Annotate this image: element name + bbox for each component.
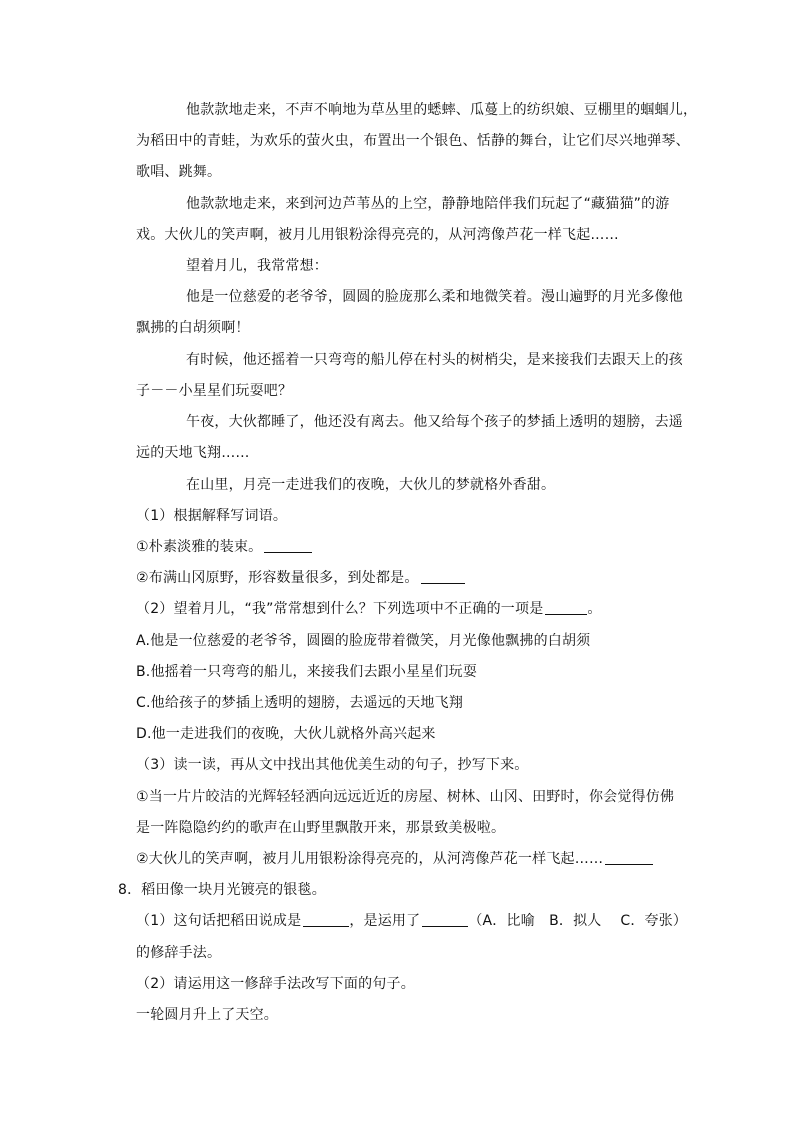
question-8-1-text: （1）这句话把稻田说成是 bbox=[136, 913, 302, 929]
passage-line: 他是一位慈爱的老爷爷，圆圆的脸庞那么柔和地微笑着。漫山遍野的月光多像他 bbox=[186, 289, 683, 305]
question-1a bbox=[136, 537, 312, 557]
answer-blank[interactable] bbox=[422, 912, 468, 927]
question-8-2-prompt: （2）请运用这一修辞手法改写下面的句子。 bbox=[136, 976, 415, 992]
question-8-1-tail: 的修辞手法。 bbox=[136, 945, 222, 961]
question-3-example-2 bbox=[136, 849, 653, 869]
passage-line: 戏。大伙儿的笑声啊，被月儿用银粉涂得亮亮的，从河湾像芦花一样飞起…… bbox=[136, 227, 619, 243]
question-1b bbox=[136, 568, 465, 588]
passage-line: 他款款地走来，来到河边芦苇丛的上空，静静地陪伴我们玩起了“藏猫猫”的游 bbox=[186, 196, 670, 212]
passage-line: 午夜，大伙都睡了，他还没有离去。他又给每个孩子的梦插上透明的翅膀，去遥 bbox=[186, 414, 683, 430]
question-8-1-text: ，是运用了 bbox=[349, 913, 421, 929]
option-d: D.他一走进我们的夜晚，大伙儿就格外高兴起来 bbox=[136, 726, 436, 742]
option-b: B.他摇着一只弯弯的船儿，来接我们去跟小星星们玩耍 bbox=[136, 664, 478, 680]
answer-blank[interactable] bbox=[264, 538, 312, 553]
answer-blank[interactable] bbox=[605, 850, 653, 865]
answer-blank[interactable] bbox=[303, 912, 349, 927]
option-c: C.他给孩子的梦插上透明的翅膀，去遥远的天地飞翔 bbox=[136, 695, 464, 711]
question-1-prompt: （1）根据解释写词语。 bbox=[136, 508, 288, 524]
passage-line: 他款款地走来，不声不响地为草丛里的蟋蟀、瓜蔓上的纺织娘、豆棚里的蝈蝈儿， bbox=[186, 102, 698, 118]
answer-blank[interactable] bbox=[421, 569, 465, 584]
question-1b-text: ②布满山冈原野，形容数量很多，到处都是。 bbox=[136, 570, 419, 586]
question-8-1-choices: （A．比喻 B．拟人 C．夸张） bbox=[468, 913, 688, 929]
answer-blank[interactable] bbox=[545, 600, 587, 615]
passage-line: 望着月儿，我常常想： bbox=[186, 258, 328, 274]
question-3-example-line1: ①当一片片皎洁的光辉轻轻洒向远远近近的房屋、树林、山冈、田野时，你会觉得仿佛 bbox=[136, 789, 675, 805]
question-8-1 bbox=[136, 911, 687, 931]
question-2-end: 。 bbox=[587, 601, 602, 617]
question-8-heading: 8．稻田像一块月光镀亮的银毯。 bbox=[118, 882, 326, 898]
passage-line: 子－－小星星们玩耍吧？ bbox=[136, 383, 293, 399]
question-8-2-sentence: 一轮圆月升上了天空。 bbox=[136, 1007, 278, 1023]
option-a: A.他是一位慈爱的老爷爷，圆圈的脸庞带着微笑，月光像他飘拂的白胡须 bbox=[136, 633, 591, 649]
passage-line: 有时候，他还摇着一只弯弯的船儿停在村头的树梢尖，是来接我们去跟天上的孩 bbox=[186, 352, 683, 368]
question-3-prompt: （3）读一读，再从文中找出其他优美生动的句子，抄写下来。 bbox=[136, 757, 529, 773]
passage-line: 在山里，月亮一走进我们的夜晚，大伙儿的梦就格外香甜。 bbox=[186, 477, 556, 493]
passage-line: 飘拂的白胡须啊！ bbox=[136, 320, 250, 336]
question-3-example-line2: 是一阵隐隐约约的歌声在山野里飘散开来，那景致美极啦。 bbox=[136, 820, 506, 836]
passage-line: 远的天地飞翔…… bbox=[136, 445, 250, 461]
question-1a-text: ①朴素淡雅的装束。 bbox=[136, 539, 263, 555]
passage-line: 为稻田中的青蛙，为欢乐的萤火虫，布置出一个银色、恬静的舞台，让它们尽兴地弹琴、 bbox=[136, 133, 690, 149]
question-2-text: （2）望着月儿，“我”常常想到什么？下列选项中不正确的一项是 bbox=[136, 601, 544, 617]
question-3-example-2-text: ②大伙儿的笑声啊，被月儿用银粉涂得亮亮的，从河湾像芦花一样飞起…… bbox=[136, 851, 604, 867]
question-2-prompt bbox=[136, 599, 602, 619]
passage-line: 歌唱、跳舞。 bbox=[136, 164, 222, 180]
